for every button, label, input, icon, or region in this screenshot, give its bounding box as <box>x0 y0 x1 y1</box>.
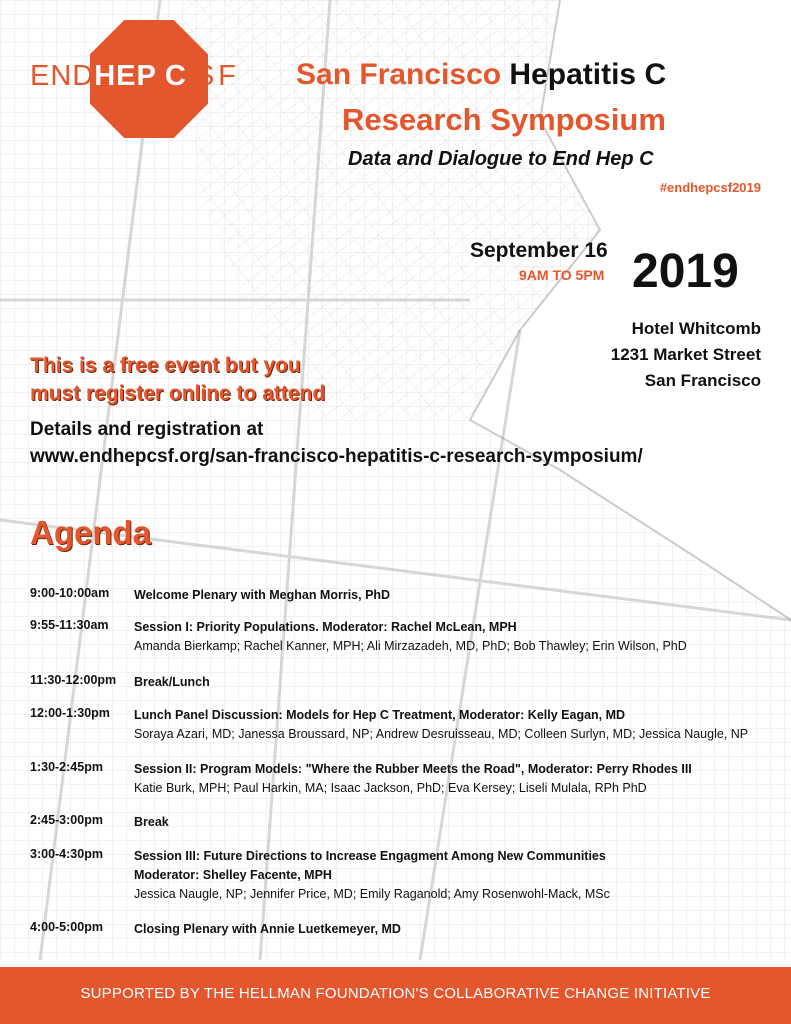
logo-end-text: END <box>30 60 95 92</box>
venue-street: 1231 Market Street <box>610 345 761 364</box>
venue-address <box>611 316 761 394</box>
details-label: Details and registration at <box>30 419 264 440</box>
free-event-notice <box>30 352 325 408</box>
event-time: 9AM TO 5PM <box>519 267 605 283</box>
agenda-speakers: Jessica Naugle, NP; Jennifer Price, MD; Emily Raganold; Amy Rosenwohl-Mack, MSc <box>134 887 610 901</box>
logo-c-text: C <box>164 60 187 92</box>
hashtag: #endhepcsf2019 <box>659 180 761 195</box>
agenda-description <box>134 920 401 939</box>
agenda-title: Session III: Future Directions to Increase Engagment Among New Communities <box>134 849 606 863</box>
title-hepatitis-c: Hepatitis C <box>509 58 667 91</box>
free-notice-line-1: This is a free event but you <box>30 354 301 377</box>
agenda-time: 9:55-11:30am <box>30 618 109 632</box>
registration-url-link[interactable]: www.endhepcsf.org/san-francisco-hepatitis-c-research-symposium/ <box>30 446 643 467</box>
venue-name: Hotel Whitcomb <box>631 319 761 338</box>
agenda-description <box>134 586 390 605</box>
agenda-time: 1:30-2:45pm <box>30 760 103 774</box>
registration-details <box>30 416 643 470</box>
agenda-time: 3:00-4:30pm <box>30 847 103 861</box>
footer-banner <box>0 967 791 1024</box>
event-year: 2019 <box>632 245 739 298</box>
agenda-time: 9:00-10:00am <box>30 586 110 600</box>
endhepcsf-logo <box>30 62 240 91</box>
agenda-description <box>134 673 210 692</box>
agenda-moderator: Moderator: Shelley Facente, MPH <box>134 868 332 882</box>
agenda-time: 2:45-3:00pm <box>30 813 103 827</box>
agenda-speakers: Amanda Bierkamp; Rachel Kanner, MPH; Ali Mirzazadeh, MD, PhD; Bob Thawley; Erin Wilson, PhD <box>134 639 687 653</box>
agenda-description <box>134 847 610 904</box>
agenda-title: Break/Lunch <box>134 675 210 689</box>
agenda-time: 4:00-5:00pm <box>30 920 103 934</box>
venue-city: San Francisco <box>644 371 761 390</box>
event-date: September 16 <box>470 239 608 262</box>
agenda-time: 12:00-1:30pm <box>30 706 110 720</box>
logo-sf-text: SF <box>194 60 240 92</box>
agenda-title: Closing Plenary with Annie Luetkemeyer, MD <box>134 922 401 936</box>
agenda-description <box>134 760 692 798</box>
tagline: Data and Dialogue to End Hep C <box>348 148 654 170</box>
agenda-heading: Agenda <box>30 514 152 551</box>
agenda-speakers: Soraya Azari, MD; Janessa Broussard, NP; Andrew Desruisseau, MD; Colleen Surlyn, MD; Jessica Naugle, NP <box>134 727 749 741</box>
agenda-speakers: Katie Burk, MPH; Paul Harkin, MA; Isaac Jackson, PhD; Eva Kersey; Liseli Mulala, RPh PhD <box>134 781 647 795</box>
agenda-title: Session II: Program Models: "Where the Rubber Meets the Road", Moderator: Perry Rhodes III <box>134 762 692 776</box>
agenda-description <box>134 618 687 656</box>
title-line-2: Research Symposium <box>342 102 666 137</box>
agenda-description <box>134 706 748 744</box>
agenda-time: 11:30-12:00pm <box>30 673 117 687</box>
logo-hep-text: HEP <box>94 60 157 92</box>
agenda-title: Break <box>134 815 169 829</box>
agenda-title: Session I: Priority Populations. Moderator: Rachel McLean, MPH <box>134 620 517 634</box>
title-line-1 <box>296 60 666 90</box>
agenda-title: Welcome Plenary with Meghan Morris, PhD <box>134 588 391 602</box>
agenda-description <box>134 813 169 832</box>
free-notice-line-2: must register online to attend <box>30 382 326 405</box>
agenda-title: Lunch Panel Discussion: Models for Hep C Treatment, Moderator: Kelly Eagan, MD <box>134 708 626 722</box>
footer-sponsor-text: SUPPORTED BY THE HELLMAN FOUNDATION'S COLLABORATIVE CHANGE INITIATIVE <box>80 985 711 1002</box>
title-san-francisco: San Francisco <box>296 58 502 91</box>
